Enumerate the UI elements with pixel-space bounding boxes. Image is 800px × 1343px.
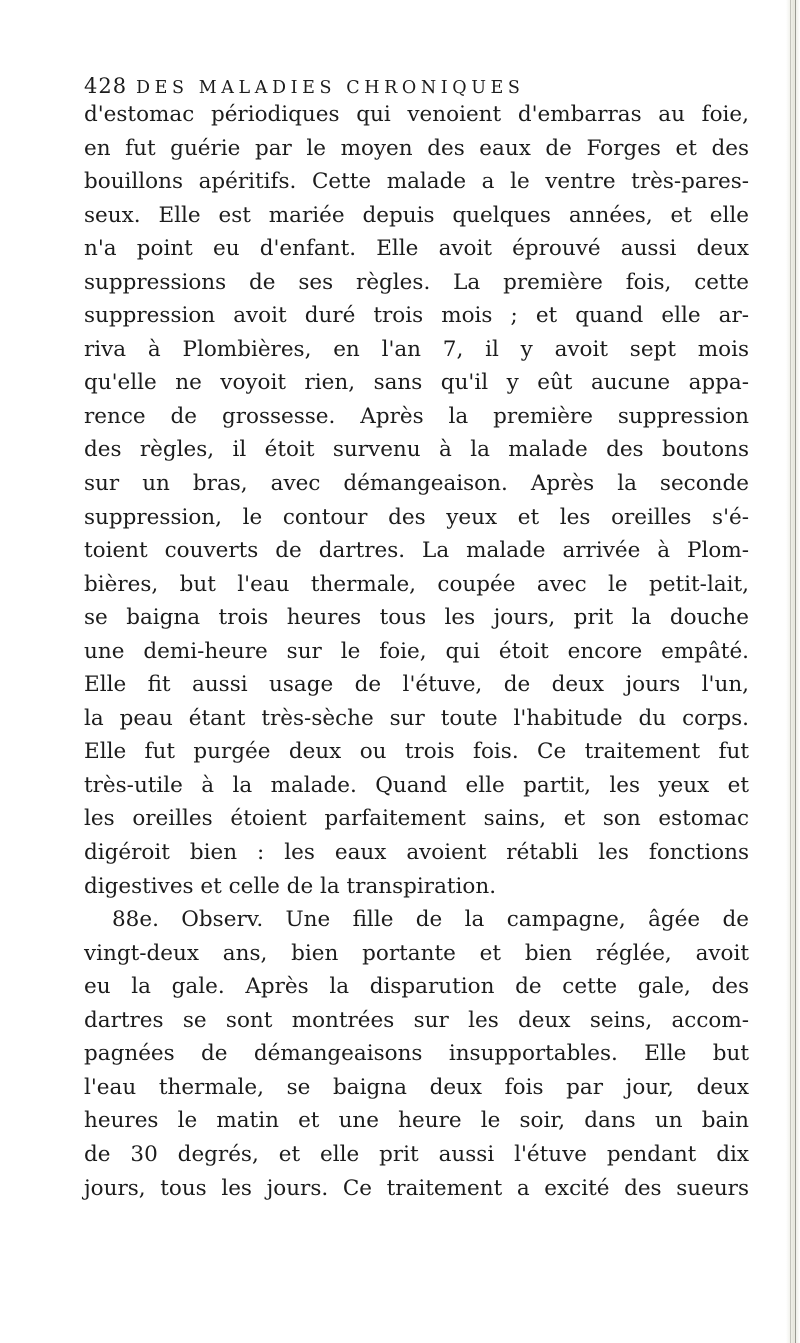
text-line: digéroit bien : les eaux avoient rétabli les fonctions: [84, 840, 749, 866]
text-line: Elle fut purgée deux ou trois fois. Ce traitement fut: [84, 739, 749, 765]
text-line: les oreilles étoient parfaitement sains, et son estomac: [84, 806, 749, 832]
text-line: n'a point eu d'enfant. Elle avoit éprouvé aussi deux: [84, 236, 749, 262]
text-line: dartres se sont montrées sur les deux seins, accom-: [84, 1007, 749, 1033]
header-title: DES MALADIES CHRONIQUES: [136, 78, 525, 98]
page-number: 428: [84, 74, 128, 98]
text-line: de 30 degrés, et elle prit aussi l'étuve pendant dix: [84, 1141, 749, 1167]
text-line: se baigna trois heures tous les jours, prit la douche: [84, 605, 749, 631]
text-line: rence de grossesse. Après la première suppression: [84, 403, 749, 429]
text-line: heures le matin et une heure le soir, dans un bain: [84, 1108, 749, 1134]
text-line: sur un bras, avec démangeaison. Après la seconde: [84, 471, 749, 497]
text-line: riva à Plombières, en l'an 7, il y avoit sept mois: [84, 336, 749, 362]
text-line: très-utile à la malade. Quand elle partit, les yeux et: [84, 772, 749, 798]
text-line: des règles, il étoit survenu à la malade des boutons: [84, 437, 749, 463]
text-line: jours, tous les jours. Ce traitement a excité des sueurs: [84, 1175, 749, 1201]
text-line: toient couverts de dartres. La malade arrivée à Plom-: [84, 538, 749, 564]
page-edge-line: [795, 0, 797, 1343]
text-line: la peau étant très-sèche sur toute l'habitude du corps.: [84, 705, 749, 731]
text-line: suppression avoit duré trois mois ; et quand elle ar-: [84, 303, 749, 329]
text-line: suppressions de ses règles. La première fois, cette: [84, 269, 749, 295]
page-edge-shadow: [790, 0, 791, 1343]
text-line: en fut guérie par le moyen des eaux de Forges et des: [84, 135, 749, 161]
text-line: qu'elle ne voyoit rien, sans qu'il y eût aucune appa-: [84, 370, 749, 396]
text-line: une demi-heure sur le foie, qui étoit encore empâté.: [84, 638, 749, 664]
running-head: [84, 72, 744, 100]
text-line: d'estomac périodiques qui venoient d'embarras au foie,: [84, 102, 749, 127]
text-line: pagnées de démangeaisons insupportables. Elle but: [84, 1041, 749, 1067]
text-line: vingt-deux ans, bien portante et bien réglée, avoit: [84, 940, 749, 966]
observation-heading-line: 88e. Observ. Une fille de la campagne, âgée de: [112, 907, 749, 933]
paragraph-end-line: digestives et celle de la transpiration.: [84, 873, 497, 899]
text-line: l'eau thermale, se baigna deux fois par jour, deux: [84, 1074, 749, 1100]
text-line: eu la gale. Après la disparution de cette gale, des: [84, 974, 749, 1000]
text-line: seux. Elle est mariée depuis quelques années, et elle: [84, 202, 749, 228]
text-line: bouillons apéritifs. Cette malade a le ventre très-pares-: [84, 169, 749, 195]
text-line: Elle fit aussi usage de l'étuve, de deux jours l'un,: [84, 672, 749, 698]
text-line: bières, but l'eau thermale, coupée avec le petit-lait,: [84, 571, 749, 597]
text-line: suppression, le contour des yeux et les oreilles s'é-: [84, 504, 749, 530]
body-text: [84, 98, 749, 1205]
page-edge: [786, 0, 800, 1343]
